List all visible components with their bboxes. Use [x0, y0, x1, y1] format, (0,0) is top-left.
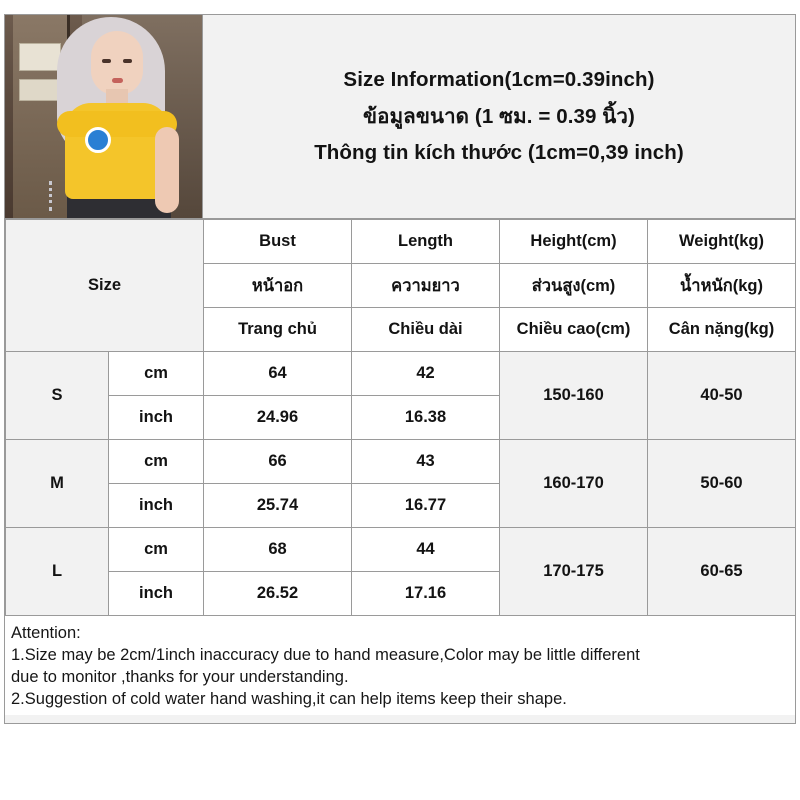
table-row [6, 352, 796, 396]
title-block [203, 15, 795, 218]
bust-inch-m: 25.74 [204, 484, 352, 528]
bust-inch-s: 24.96 [204, 396, 352, 440]
bust-header-th: หน้าอก [204, 264, 352, 308]
model-eye-right [123, 59, 132, 63]
unit-inch-l: inch [109, 572, 204, 616]
attention-line-3: 2.Suggestion of cold water hand washing,it can help items keep their shape. [11, 689, 567, 708]
unit-cm-s: cm [109, 352, 204, 396]
row-size-m: M [6, 440, 109, 528]
size-table [5, 219, 796, 616]
title-line-en: Size Information(1cm=0.39inch) [343, 68, 655, 91]
bust-cm-l: 68 [204, 528, 352, 572]
title-line-th: ข้อมูลขนาด (1 ซม. = 0.39 นิ้ว) [363, 105, 635, 128]
weight-l: 60-65 [648, 528, 796, 616]
height-s: 150-160 [500, 352, 648, 440]
model-lips [112, 78, 123, 83]
height-l: 170-175 [500, 528, 648, 616]
length-inch-l: 17.16 [352, 572, 500, 616]
length-header-vi: Chiều dài [352, 308, 500, 352]
bust-header-vi: Trang chủ [204, 308, 352, 352]
length-inch-m: 16.77 [352, 484, 500, 528]
height-header-vi: Chiều cao(cm) [500, 308, 648, 352]
size-chart-sheet [4, 14, 796, 724]
attention-heading: Attention: [11, 624, 81, 642]
length-cm-m: 43 [352, 440, 500, 484]
chain-accessory [49, 181, 86, 211]
model-face [91, 31, 143, 95]
weight-header-vi: Cân nặng(kg) [648, 308, 796, 352]
top-logo-badge [85, 127, 111, 153]
weight-header-en: Weight(kg) [648, 220, 796, 264]
unit-cm-m: cm [109, 440, 204, 484]
attention-line-1: 1.Size may be 2cm/1inch inaccuracy due to hand measure,Color may be little different [11, 645, 640, 664]
weight-m: 50-60 [648, 440, 796, 528]
model-arm [155, 127, 179, 213]
length-cm-s: 42 [352, 352, 500, 396]
attention-block [5, 616, 795, 715]
length-cm-l: 44 [352, 528, 500, 572]
bust-header-en: Bust [204, 220, 352, 264]
bust-cm-s: 64 [204, 352, 352, 396]
product-photo [5, 15, 203, 218]
attention-line-2: due to monitor ,thanks for your understanding. [11, 667, 349, 686]
length-inch-s: 16.38 [352, 396, 500, 440]
bust-inch-l: 26.52 [204, 572, 352, 616]
height-m: 160-170 [500, 440, 648, 528]
bust-cm-m: 66 [204, 440, 352, 484]
size-column-header: Size [6, 220, 204, 352]
unit-inch-s: inch [109, 396, 204, 440]
weight-header-th: น้ำหนัก(kg) [648, 264, 796, 308]
model-eye-left [102, 59, 111, 63]
height-header-th: ส่วนสูง(cm) [500, 264, 648, 308]
unit-cm-l: cm [109, 528, 204, 572]
photo-poster-top [19, 43, 61, 71]
table-row [6, 528, 796, 572]
unit-inch-m: inch [109, 484, 204, 528]
row-size-l: L [6, 528, 109, 616]
table-row [6, 440, 796, 484]
length-header-th: ความยาว [352, 264, 500, 308]
row-size-s: S [6, 352, 109, 440]
title-line-vi: Thông tin kích thước (1cm=0,39 inch) [314, 141, 684, 164]
height-header-en: Height(cm) [500, 220, 648, 264]
weight-s: 40-50 [648, 352, 796, 440]
chart-header [5, 15, 795, 219]
table-header-row-en [6, 220, 796, 264]
photo-poster-bottom [19, 79, 61, 101]
length-header-en: Length [352, 220, 500, 264]
